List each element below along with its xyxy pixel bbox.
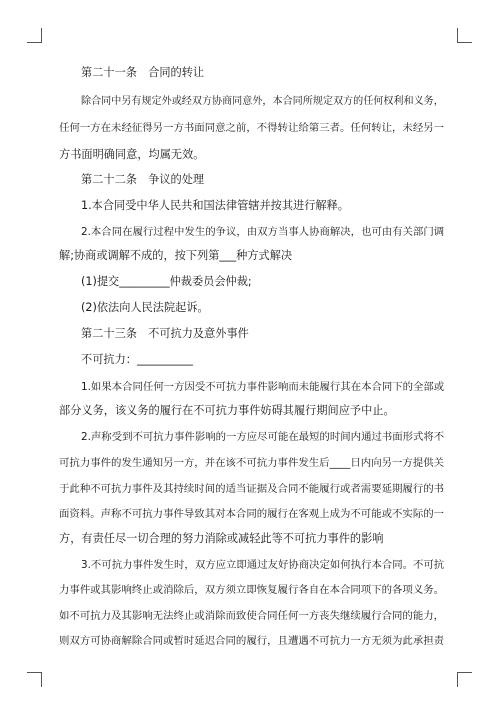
paragraph-line: 3.不可抗力事件发生时，双方应立即通过友好协商决定如何执行本合同。不可抗: [81, 559, 445, 571]
paragraph-line: 部分义务，该义务的履行在不可抗力事件妨碍其履行期间应予中止。: [59, 404, 395, 417]
paragraph-line: 方，有责任尽一切合理的努力消除或减轻此等不可抗力事件的影响: [59, 532, 384, 545]
paragraph-line: 如不可抗力及其影响无法终止或消除而致使合同任何一方丧失继续履行合同的能力，: [59, 610, 445, 622]
article-23-heading: 第二十三条 不可抗力及意外事件: [81, 327, 249, 340]
paragraph-line: 除合同中另有规定外或经双方协商同意外，本合同所规定双方的任何权利和义务，: [81, 96, 444, 107]
paragraph-line: 面资料。声称不可抗力事件导致其对本合同的履行在客观上成为不可能或不实际的一: [59, 508, 445, 520]
paragraph-line: 可抗力事件的发生通知另一方，并在该不可抗力事件发生后____日内向另一方提供关: [59, 457, 445, 469]
paragraph-line: 力事件或其影响终止或消除后，双方须立即恢复履行各自在本合同项下的各项义务。: [59, 584, 445, 596]
paragraph-line: 于此种不可抗力事件及其持续时间的适当证据及合同不能履行或者需要延期履行的书: [59, 483, 445, 495]
paragraph-line: 方书面明确同意，均属无效。: [59, 148, 205, 161]
corner-mark-top-right: [457, 28, 472, 43]
corner-mark-bottom-left: [27, 672, 42, 687]
paragraph-line: 不可抗力：__________: [81, 353, 193, 366]
article-21-heading: 第二十一条 合同的转让: [81, 66, 205, 79]
paragraph-line: 则双方可协商解除合同或暂时延迟合同的履行，且遭遇不可抗力一方无须为此承担责: [59, 635, 445, 647]
paragraph-line: 2.本合同在履行过程中发生的争议，由双方当事人协商解决，也可由有关部门调: [81, 226, 445, 238]
list-item: (2)依法向人民法院起诉。: [81, 301, 209, 314]
corner-mark-top-left: [27, 28, 42, 43]
paragraph-line: 解;协商或调解不成的，按下列第___种方式解决: [59, 249, 293, 262]
corner-mark-bottom-right: [457, 672, 472, 687]
list-item: (1)提交_________仲裁委员会仲裁;: [81, 275, 252, 288]
paragraph-line: 1.如果本合同任何一方因受不可抗力事件影响而未能履行其在本合同下的全部或: [81, 381, 445, 393]
paragraph-line: 2.声称受到不可抗力事件影响的一方应尽可能在最短的时间内通过书面形式将不: [81, 431, 445, 443]
paragraph-line: 1.本合同受中华人民共和国法律管辖并按其进行解释。: [81, 199, 349, 212]
paragraph-line: 任何一方在未经征得另一方书面同意之前，不得转让给第三者。任何转让，未经另一: [59, 122, 445, 134]
article-22-heading: 第二十二条 争议的处理: [81, 173, 205, 186]
